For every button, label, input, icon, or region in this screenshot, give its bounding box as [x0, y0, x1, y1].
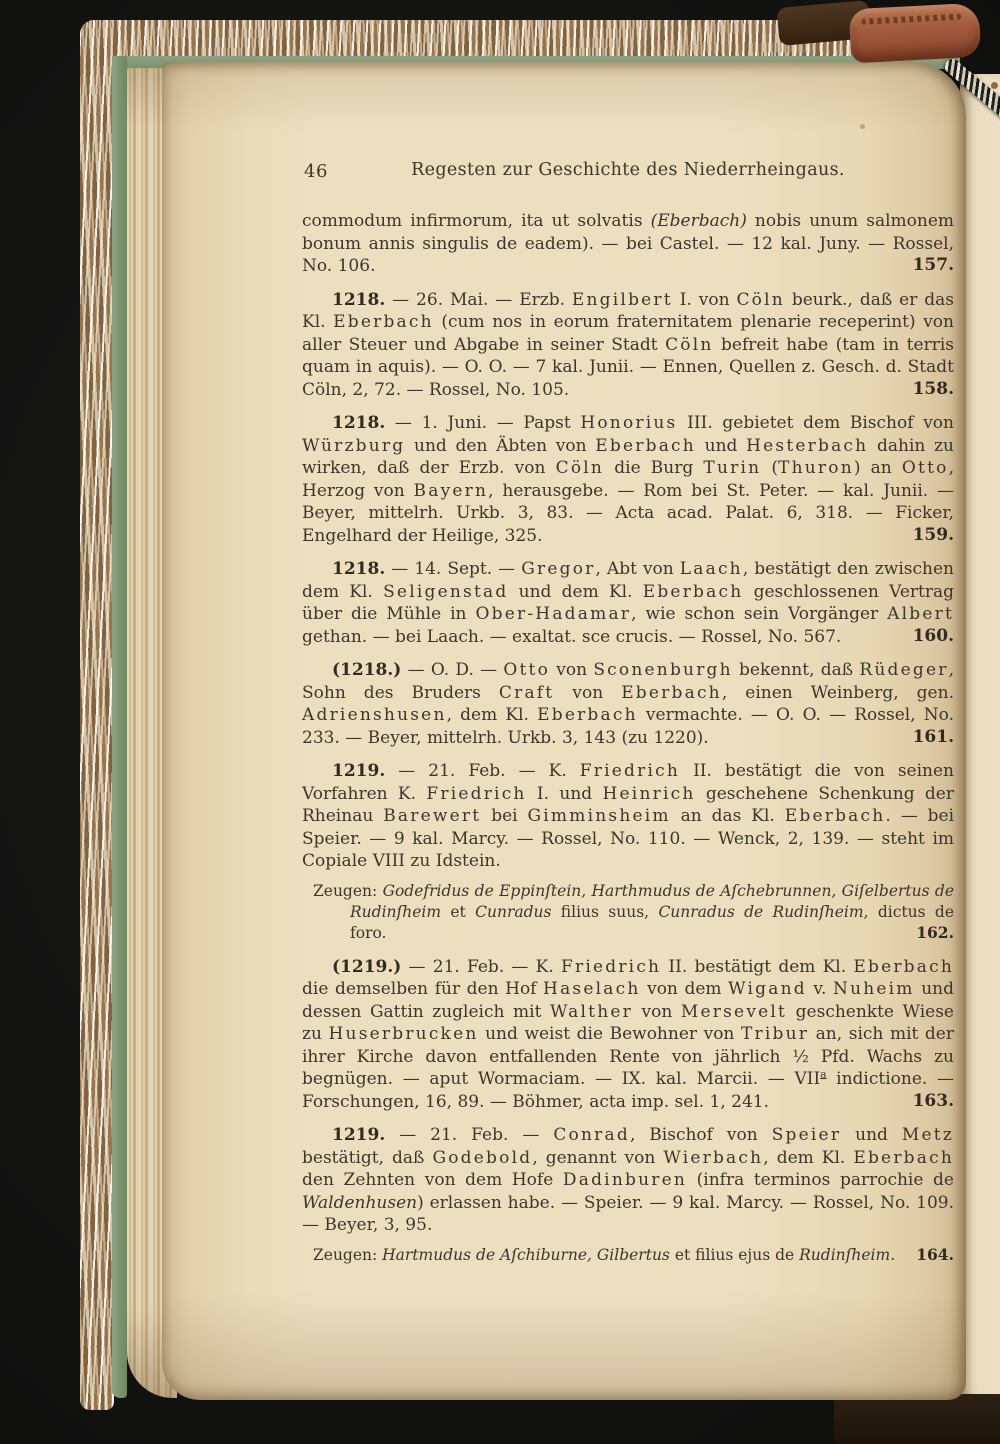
- text-segment: bei: [481, 806, 528, 826]
- text-segment: Eberbach: [595, 435, 696, 456]
- text-segment: Sconenburgh: [593, 660, 733, 680]
- page-body: [302, 210, 954, 1266]
- text-segment: vermachte. — O. O. — Rossel, No. 233. — Beyer, mittelrh. Urkb. 3, 143 (zu 1220).: [302, 705, 954, 748]
- text-segment: Heinrich: [602, 783, 696, 804]
- page-surface: [162, 62, 966, 1266]
- text-segment: III. gebietet dem Bischof von: [677, 413, 954, 433]
- text-segment: Eberbach: [853, 1147, 954, 1168]
- text-segment: — 21. Feb. —: [385, 1125, 554, 1145]
- text-segment: ) erlassen habe. — Speier. — 9 kal. Marcy. — Rossel, No. 109. — Beyer, 3, 95.: [302, 1192, 954, 1235]
- text-segment: indictione. — Forschungen, 16, 89. — Böhmer, acta imp. sel. 1, 241.: [302, 1069, 954, 1112]
- regest-entry: [302, 956, 954, 1114]
- text-segment: Hesterbach: [746, 435, 869, 456]
- text-segment: von: [550, 660, 594, 680]
- text-segment: Conrad: [553, 1125, 630, 1145]
- text-segment: filius suus,: [551, 902, 659, 921]
- text-segment: dahin zu wirken, daß der Erzb. von: [302, 435, 954, 478]
- text-segment: , bestätigt den zwischen dem Kl.: [302, 559, 954, 602]
- text-segment: Cunradus: [475, 902, 552, 921]
- text-segment: Eberbach: [621, 682, 722, 703]
- text-segment: , wie schon sein Vorgänger: [631, 604, 888, 624]
- page-header: [302, 160, 954, 186]
- text-segment: Wierbach: [663, 1147, 764, 1168]
- text-segment: Walther: [549, 1001, 633, 1022]
- text-segment: Albert: [887, 604, 955, 624]
- foxing-spot: [860, 124, 865, 129]
- text-segment: Cöln: [665, 334, 714, 355]
- text-segment: ) an: [853, 458, 902, 478]
- text-segment: I. und: [526, 783, 603, 804]
- text-segment: II. bestätigt die von seinen Vorfahren K.: [302, 761, 954, 804]
- text-segment: an das Kl.: [670, 806, 785, 826]
- next-page-edge: [960, 74, 1000, 1400]
- text-segment: beurk., daß er das Kl.: [302, 289, 954, 332]
- text-segment: (Eberbach): [650, 211, 747, 231]
- text-segment: von: [632, 1001, 681, 1022]
- text-segment: und weist die Bewohner von: [478, 1024, 741, 1044]
- text-segment: Nuheim: [832, 979, 915, 999]
- text-segment: , einen Weinberg, gen.: [721, 682, 954, 703]
- text-segment: Zeugen:: [313, 1245, 383, 1264]
- witness-block: [302, 881, 954, 944]
- text-segment: — 21. Feb. — K.: [385, 761, 580, 781]
- text-segment: Tribur: [740, 1024, 810, 1044]
- book-page: [162, 62, 966, 1400]
- text-segment: Eberbach: [784, 806, 886, 826]
- text-segment: die Burg: [604, 458, 704, 478]
- text-segment: 1219.: [332, 761, 386, 781]
- text-segment: et filius ejus de: [669, 1245, 800, 1264]
- text-segment: von dem: [640, 979, 729, 999]
- text-segment: — 1. Juni. — Papst: [385, 413, 581, 433]
- text-segment: Bayern: [413, 480, 489, 501]
- entry-number: 161.: [912, 726, 954, 747]
- text-segment: geschenkte Wiese zu: [302, 1001, 954, 1044]
- entry-number: 162.: [916, 922, 954, 942]
- text-segment: geschehene Schenkung der Rheinau: [302, 783, 954, 826]
- text-segment: — 14. Sept. —: [385, 559, 522, 579]
- text-segment: die demselben für den Hof: [302, 979, 544, 999]
- text-segment: Rudinſheim.: [799, 1245, 896, 1264]
- text-segment: Thuron: [778, 458, 854, 478]
- text-segment: Ober-Hadamar: [475, 604, 632, 624]
- text-segment: Huserbrucken: [328, 1024, 479, 1044]
- text-segment: und dessen Gattin zugleich mit: [302, 979, 954, 1022]
- text-segment: a: [820, 1068, 827, 1081]
- text-segment: nobis unum salmonem bonum annis singulis de eadem). — bei Castel. — 12 kal. Juny. — Rossel, No. 106.: [302, 211, 954, 276]
- text-segment: — O. D. —: [401, 660, 504, 680]
- text-segment: Honorius: [580, 413, 678, 433]
- text-segment: Würzburg: [302, 435, 406, 456]
- text-segment: Otto: [901, 458, 949, 478]
- text-segment: Gregor: [521, 559, 596, 579]
- text-segment: Cöln: [555, 458, 605, 478]
- text-segment: Dadinburen: [562, 1170, 688, 1190]
- text-segment: Speier: [771, 1125, 842, 1145]
- text-segment: Otto: [503, 660, 551, 680]
- regest-entry: [302, 289, 954, 402]
- text-segment: Friedrich: [560, 956, 662, 977]
- regest-entry: [302, 1124, 954, 1237]
- regest-entry: [302, 558, 954, 648]
- text-segment: (1218.): [332, 660, 402, 680]
- text-segment: und dem Kl.: [508, 581, 643, 602]
- text-segment: Barewert: [383, 806, 482, 826]
- text-segment: befreit habe (tam in terris quam in aquis). — O. O. — 7 kal. Junii. — Ennen, Quellen z. Gesch. d. Stadt Cöln, 2, 72. — Rossel, No. 105.: [302, 334, 954, 400]
- text-segment: Craft: [498, 682, 555, 703]
- text-segment: , herausgebe. — Rom bei St. Peter. — kal. Junii. — Beyer, mittelrh. Urkb. 3, 83. — Acta acad. Palat. 6, 318. — Ficker, Engelhard der Heilige, 325.: [302, 480, 955, 546]
- text-segment: 1218.: [332, 413, 386, 433]
- entry-number: 163.: [912, 1090, 954, 1111]
- foxing-spot: [991, 82, 998, 89]
- text-segment: Laach: [679, 559, 743, 579]
- regest-entry: [302, 210, 954, 278]
- text-segment: Eberbach: [537, 705, 638, 725]
- text-segment: (: [761, 458, 779, 478]
- text-segment: II. bestätigt dem Kl.: [661, 956, 854, 977]
- back-board-shadow: [834, 1394, 1000, 1444]
- text-segment: an, sich mit der ihrer Kirche davon entfallenden Rente von jährlich ½ Pfd. Wachs zu begnügen. — aput Wormaciam. — IX. kal. Marcii. — VII: [302, 1024, 954, 1089]
- text-segment: I. von: [672, 289, 737, 310]
- text-segment: (infra terminos parrochie de: [687, 1170, 954, 1190]
- text-segment: et: [441, 902, 476, 921]
- text-segment: Eberbach: [642, 581, 744, 602]
- text-segment: Gimminsheim: [527, 806, 671, 826]
- text-segment: Rüdeger: [859, 660, 949, 680]
- text-segment: Eberbach: [853, 956, 955, 977]
- text-segment: , Herzog von: [302, 458, 954, 501]
- text-segment: Engilbert: [571, 289, 673, 310]
- witness-block: [302, 1245, 954, 1266]
- text-segment: , genannt von: [532, 1147, 664, 1168]
- entry-number: 160.: [912, 625, 954, 646]
- entry-number: 164.: [916, 1244, 954, 1264]
- text-segment: commodum infirmorum, ita ut solvatis: [302, 211, 651, 231]
- text-segment: — 26. Mai. — Erzb.: [385, 289, 572, 310]
- text-segment: 1218.: [332, 289, 386, 310]
- text-segment: Friedrich: [579, 761, 681, 781]
- text-segment: Eberbach: [333, 312, 434, 332]
- text-segment: Hartmudus de Aſchiburne, Gilbertus: [382, 1245, 670, 1264]
- text-segment: Seligenstad: [383, 581, 509, 602]
- text-segment: Zeugen:: [313, 881, 383, 900]
- text-segment: geschlossenen Vertrag über die Mühle in: [302, 581, 954, 624]
- text-segment: gethan. — bei Laach. — exaltat. sce crucis. — Rossel, No. 567.: [302, 626, 842, 647]
- entry-number: 159.: [912, 524, 954, 545]
- text-segment: , Abt von: [595, 559, 680, 579]
- board-edge-green-left: [112, 56, 127, 1398]
- text-segment: Mersevelt: [680, 1001, 788, 1022]
- text-segment: den Zehnten von dem Hofe: [302, 1170, 563, 1190]
- text-segment: Godebold: [432, 1147, 533, 1168]
- text-segment: bestätigt, daß: [302, 1147, 433, 1168]
- running-header-title: Regesten zur Geschichte des Niederrheingaus.: [411, 160, 845, 180]
- entry-number: 157.: [912, 255, 954, 275]
- book-cover-edge-top: [80, 20, 880, 56]
- text-segment: von: [554, 682, 622, 703]
- text-segment: 1218.: [332, 559, 386, 579]
- text-segment: Cöln: [736, 289, 785, 310]
- regest-entry: [302, 412, 954, 547]
- text-segment: , dictus de foro.: [350, 902, 954, 942]
- text-segment: , dem Kl.: [446, 705, 538, 725]
- text-segment: und: [695, 435, 747, 456]
- text-segment: Friedrich: [426, 783, 527, 804]
- text-segment: 1219.: [332, 1125, 386, 1145]
- text-segment: (cum nos in eorum fraternitatem plenarie receperint) von aller Steuer und Abgabe in seiner Stadt: [302, 312, 954, 355]
- text-segment: Turin: [703, 458, 762, 478]
- book-cover-edge-left: [80, 22, 114, 1410]
- text-segment: und den Äbten von: [405, 435, 596, 456]
- text-segment: Adrienshusen: [302, 705, 447, 725]
- text-segment: , dem Kl.: [763, 1147, 854, 1168]
- text-segment: bekennt, daß: [732, 660, 860, 680]
- text-segment: , Bischof von: [629, 1125, 772, 1145]
- text-segment: Godefridus de Eppinſtein, Harthmudus de Aſchebrunnen, Giſelbertus de Rudinſheim: [350, 881, 954, 921]
- text-segment: Cunradus de Rudinſheim: [658, 902, 864, 921]
- text-segment: Haselach: [543, 979, 641, 999]
- text-segment: . — bei Speier. — 9 kal. Marcy. — Rossel, No. 110. — Wenck, 2, 139. — steht im Copiale VIII zu Idstein.: [302, 806, 955, 871]
- regest-entry: [302, 659, 954, 749]
- text-segment: Metz: [901, 1125, 954, 1145]
- text-segment: , Sohn des Bruders: [302, 660, 954, 703]
- page-number: 46: [304, 161, 328, 182]
- text-segment: Wigand: [728, 979, 807, 999]
- book-spine-leather: [849, 3, 982, 64]
- text-segment: (1219.): [332, 956, 402, 977]
- text-segment: — 21. Feb. — K.: [401, 956, 561, 977]
- text-segment: v.: [806, 979, 833, 999]
- entry-number: 158.: [912, 378, 954, 399]
- text-segment: Waldenhusen: [302, 1192, 418, 1213]
- regest-entry: [302, 760, 954, 873]
- text-segment: und: [841, 1125, 902, 1145]
